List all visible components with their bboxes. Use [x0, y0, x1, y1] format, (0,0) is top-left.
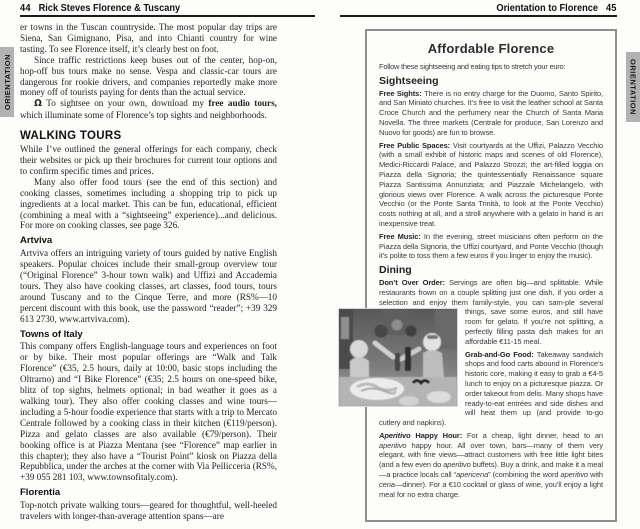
sightseeing-heading: Sightseeing — [379, 74, 439, 87]
right-page-header — [497, 2, 617, 14]
tip-dont-over-order-lead: Don’t Over Order: Servings are often big—and splittable. While restaurants frown on a couple splitting just one dish, if you order a selection and enjoy them family-style, you can sam- — [379, 277, 603, 307]
left-header-rule — [20, 15, 315, 17]
dining-heading: Dining — [379, 264, 412, 277]
tip-dont-over-order-continued: ple several things, save some euros, and still have room for gelato. If you’re not splitting, a perfectly filling pasta dish makes for an affordable €11-15 meal. — [465, 297, 603, 346]
orientation-tab-right — [626, 52, 640, 122]
tip-aperitivo-happy-hour: Aperitivo Happy Hour: For a cheap, light dinner, head to an aperitivo happy hour. All over town, bars—many of them very elegant, with fine views—attract customers with free little light bites (and a few even do aperitivo buffets). Buy a drink, and make it a meal—a practice locals call “apericena” (combining the word aperitivo with cena—dinner). For a €10 cocktail or glass of wine, you’ll enjoy a light meal for no extra charge. — [379, 430, 604, 499]
orientation-tab-left — [0, 47, 14, 117]
left-page-number: 44 — [20, 2, 31, 14]
tip-grab-and-go: Grab-and-Go Food: Takeaway sandwich shops and food carts abound in Florence’s historic core, making it easy to grab a €4-5 lunch to enjoy on a picturesque piazza. Or order takeout from delis. Many shops have ready-to-eat entrées and side dishes and will heat them up (and provide to-go cutlery and napkins). — [379, 349, 603, 428]
right-header-rule — [340, 15, 617, 17]
paragraph-day-trips: er towns in the Tuscan countryside. The most popular day trips are Siena, San Gimignano, Pisa, and into Chianti country for wine tasting. To see Florence itself, it’s clearly best on foot. — [20, 22, 277, 54]
tip-free-sights: Free Sights: There is no entry charge for the Duomo, Santo Spirito, and San Miniato churches. It’s free to visit the leather school at Santa Croce Church and the perfumery near the Church of Santa Maria Novella. The three markets (Centrale for produce, San Lorenzo and Nuovo for goods) are fun to browse. — [379, 88, 604, 137]
tip-free-music: Free Music: In the evening, street musicians often perform on the Piazza della Signoria, the Uffizi courtyard, and Ponte Vecchio (though it’s polite to toss them a few euros if you linger to enjoy the music). — [379, 231, 603, 261]
paragraph-artviva: Artviva offers an intriguing variety of tours guided by native English speakers. Popular choices include their small-group overview tour (“Original Florence” 3-hour town walk) and Uffizi and Accademia tours. They also have cooking classes, art classes, food tours, tours around Tuscany and to the Cinque Terre, and more (RS%—10 percent discount with this book, use the password “reader”; +39 329 613 2730, www.artviva.com). — [20, 248, 277, 324]
company-heading-artviva: Artviva — [20, 235, 53, 247]
audio-tours-icon: Ω — [34, 98, 42, 110]
tip-dont-over-order — [379, 278, 603, 347]
sidebar-title: Affordable Florence — [427, 41, 555, 56]
walking-tours-heading: WALKING TOURS — [20, 130, 122, 143]
left-header-title: Rick Steves Florence & Tuscany — [38, 2, 181, 14]
paragraph-traffic: Since traffic restrictions keep buses out of the center, hop-on, hop-off bus tours make no sense. Vespa and classic-car tours are dangerous for rookie drivers, and companies reportedly make more money off of tourists paying for dents than the actual service. — [20, 54, 277, 98]
paragraph-audio-tours: Ω To sightsee on your own, download my free audio tours, which illuminate some of Florence’s top sights and neighborhoods. — [20, 98, 277, 121]
left-body-column — [20, 22, 277, 529]
paragraph-florentia: Top-notch private walking tours—geared for thoughtful, well-heeled travelers with longer-than-average attention spans—are — [20, 500, 277, 522]
orientation-tab-right-label: ORIENTATION — [628, 58, 638, 116]
paragraph-towns-of-italy: This company offers English-language tours and experiences on foot or by bike. Their most popular offerings are “Walk and Talk Florence” (€35, 2.5 hours, daily at 10:00, basic stops including the Oltrarno) and “I Bike Florence” (€35; 2.5 hours on one-speed bike, blitz of top sights, helmets optional; in bad weather it goes as a walking tour). They also offer cooking classes and wine tours—including a 5-hour foodie experience that starts with a trip to Mercato Centrale followed by a cooking class in their kitchen (€119/person). Pizza and gelato classes are also available (€79/person). Their booking office is at Piazza Mentana (see “Florence” map earlier in this chapter); they also have a “Tourist Point” kiosk on Piazza della Repubblica, under the arches at the corner with Via Pellicceria (RS%, +39 055 281 103, www.townsofitaly.com). — [20, 341, 277, 483]
sidebar-intro: Follow these sightseeing and eating tips to stretch your euro: — [379, 62, 566, 71]
affordable-florence-sidebar — [365, 29, 617, 522]
company-heading-florentia: Florentia — [20, 487, 61, 499]
right-page-number: 45 — [606, 2, 617, 14]
paragraph-walking-tours-2: Many also offer food tours (see the end of this section) and cooking classes, sometimes including a shopping trip to pick up ingredients at a local market. This can be fun, educational, efficient (combining a meal with a “sightseeing” experience)...and delicious. For more on cooking classes, see page 326. — [20, 176, 277, 231]
company-heading-towns-of-italy: Towns of Italy — [20, 328, 83, 340]
orientation-tab-left-label: ORIENTATION — [2, 53, 12, 111]
paragraph-walking-tours-1: While I’ve outlined the general offerings for each company, check their websites or pick up their brochures for current tour options and to confirm specific times and prices. — [20, 144, 277, 176]
left-page-header — [20, 2, 180, 14]
tip-free-public-spaces: Free Public Spaces: Visit courtyards at the Uffizi, Palazzo Vecchio (with a small exhibit of historic maps and scenes of old Florence), Medici-Riccardi Palace, and Palazzo Strozzi; the art-filled loggia on Piazza della Signoria; the quintessentially Renaissance square Piazza Santissima Annunziata; and Piazzale Michelangelo, with glorious views over Florence. A walk across the picturesque Ponte Vecchio (or the Ponte Santa Trinità, to look at the Ponte Vecchio) costs nothing at all, and a stroll anywhere with a gelato in hand is an inexpensive treat. — [379, 140, 603, 228]
dining-photo — [339, 309, 457, 406]
right-header-title: Orientation to Florence — [496, 2, 599, 14]
